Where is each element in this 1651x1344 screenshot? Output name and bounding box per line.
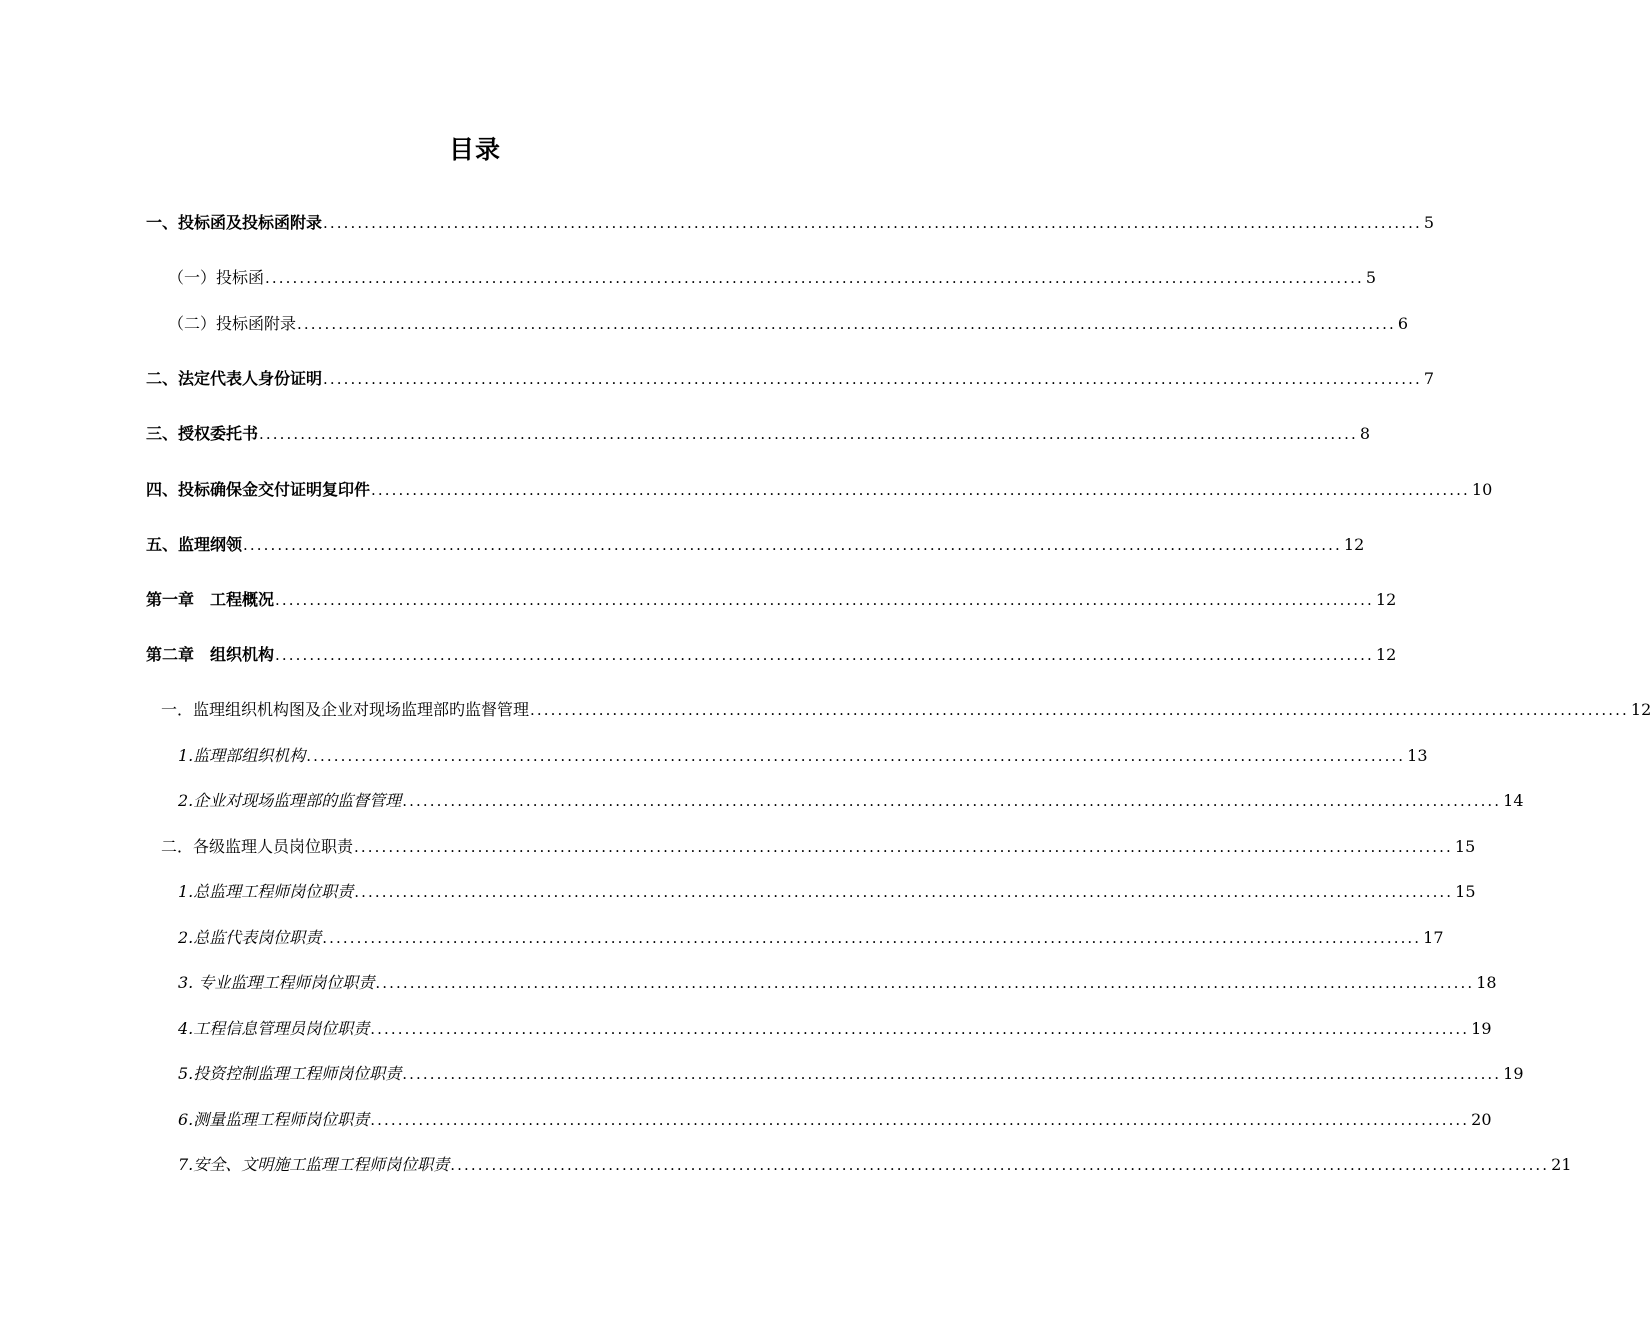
dot-leader: ................................................................................................................................................................	[402, 792, 1502, 810]
toc-entry-page: 5	[1365, 268, 1377, 287]
toc-entry[interactable]	[146, 588, 1397, 612]
dot-leader: ................................................................................................................................................................	[375, 974, 1475, 992]
toc-entry-page: 8	[1359, 424, 1371, 443]
toc-entry[interactable]	[146, 211, 1435, 235]
toc-entry[interactable]	[178, 926, 1444, 950]
toc-entry-label: （一）投标函	[168, 268, 265, 287]
toc-entry-label: 第一章 工程概况	[146, 590, 275, 609]
dot-leader: ................................................................................................................................................................	[450, 1156, 1550, 1174]
toc-entry-page: 10	[1471, 480, 1493, 499]
toc-entry-label: 6.测量监理工程师岗位职责	[178, 1110, 370, 1129]
toc-entry[interactable]	[146, 422, 1371, 446]
dot-leader: ................................................................................................................................................................	[243, 536, 1342, 554]
dot-leader: ................................................................................................................................................................	[370, 1111, 1470, 1129]
toc-entry-page: 7	[1423, 369, 1435, 388]
toc-entry-page: 17	[1423, 928, 1444, 947]
toc-entry-page: 12	[1630, 700, 1651, 719]
toc-entry[interactable]	[178, 1153, 1572, 1177]
toc-entry[interactable]	[146, 533, 1365, 557]
toc-entry-page: 20	[1471, 1110, 1492, 1129]
toc-entry-page: 21	[1551, 1155, 1572, 1174]
toc-entry-page: 13	[1407, 746, 1428, 765]
toc-entry[interactable]	[178, 1062, 1524, 1086]
toc-entry[interactable]	[178, 1017, 1492, 1041]
toc-entry[interactable]	[178, 789, 1524, 813]
toc-entry-label: 五、监理纲领	[146, 535, 243, 554]
toc-entry[interactable]	[146, 478, 1493, 502]
dot-leader: ................................................................................................................................................................	[323, 214, 1422, 232]
toc-entry-label: 三、授权委托书	[146, 424, 259, 443]
dot-leader: ................................................................................................................................................................	[371, 481, 1470, 499]
toc-entry[interactable]	[161, 698, 1651, 722]
dot-leader: ................................................................................................................................................................	[530, 701, 1629, 719]
toc-title: 目录	[448, 135, 501, 164]
toc-entry[interactable]	[168, 266, 1377, 290]
toc-entry-page: 15	[1454, 837, 1476, 856]
toc-entry[interactable]	[146, 643, 1397, 667]
toc-entry-label: 3. 专业监理工程师岗位职责	[178, 973, 375, 992]
toc-entry[interactable]	[178, 880, 1476, 904]
toc-entry[interactable]	[161, 835, 1476, 859]
dot-leader: ................................................................................................................................................................	[306, 747, 1406, 765]
dot-leader: ................................................................................................................................................................	[275, 646, 1374, 664]
dot-leader: ................................................................................................................................................................	[354, 883, 1454, 901]
toc-entry-page: 15	[1455, 882, 1476, 901]
dot-leader: ................................................................................................................................................................	[297, 315, 1396, 333]
toc-entry-label: 二．各级监理人员岗位职责	[161, 837, 354, 856]
toc-entry-page: 12	[1375, 590, 1397, 609]
toc-entry[interactable]	[178, 744, 1428, 768]
toc-entry-label: 7.安全、文明施工监理工程师岗位职责	[178, 1155, 450, 1174]
toc-entry[interactable]	[178, 1108, 1492, 1132]
toc-entry-label: 1.总监理工程师岗位职责	[178, 882, 354, 901]
toc-entry-label: 一．监理组织机构图及企业对现场监理部旳监督管理	[161, 700, 530, 719]
toc-entry[interactable]	[146, 367, 1435, 391]
toc-entry-label: 4.工程信息管理员岗位职责	[178, 1019, 370, 1038]
dot-leader: ................................................................................................................................................................	[265, 269, 1364, 287]
toc-entry-label: 四、投标确保金交付证明复印件	[146, 480, 371, 499]
toc-entry-page: 14	[1503, 791, 1524, 810]
dot-leader: ................................................................................................................................................................	[322, 929, 1422, 947]
toc-entry-label: 2.企业对现场监理部的监督管理	[178, 791, 402, 810]
dot-leader: ................................................................................................................................................................	[323, 370, 1422, 388]
toc-entry[interactable]	[168, 312, 1409, 336]
dot-leader: ................................................................................................................................................................	[354, 838, 1453, 856]
toc-entry-label: 二、法定代表人身份证明	[146, 369, 323, 388]
toc-entry-page: 12	[1375, 645, 1397, 664]
toc-entry[interactable]	[178, 971, 1497, 995]
toc-entry-page: 19	[1503, 1064, 1524, 1083]
toc-entry-label: 5.投资控制监理工程师岗位职责	[178, 1064, 402, 1083]
toc-entry-label: 2.总监代表岗位职责	[178, 928, 322, 947]
toc-entry-page: 19	[1471, 1019, 1492, 1038]
toc-entry-page: 6	[1397, 314, 1409, 333]
dot-leader: ................................................................................................................................................................	[402, 1065, 1502, 1083]
toc-entry-page: 18	[1476, 973, 1497, 992]
dot-leader: ................................................................................................................................................................	[370, 1020, 1470, 1038]
toc-entry-label: 一、投标函及投标函附录	[146, 213, 323, 232]
dot-leader: ................................................................................................................................................................	[275, 591, 1374, 609]
toc-entry-label: 第二章 组织机构	[146, 645, 275, 664]
toc-entry-page: 5	[1423, 213, 1435, 232]
dot-leader: ................................................................................................................................................................	[259, 425, 1358, 443]
toc-entry-label: （二）投标函附录	[168, 314, 297, 333]
toc-entry-label: 1.监理部组织机构	[178, 746, 306, 765]
toc-entry-page: 12	[1343, 535, 1365, 554]
